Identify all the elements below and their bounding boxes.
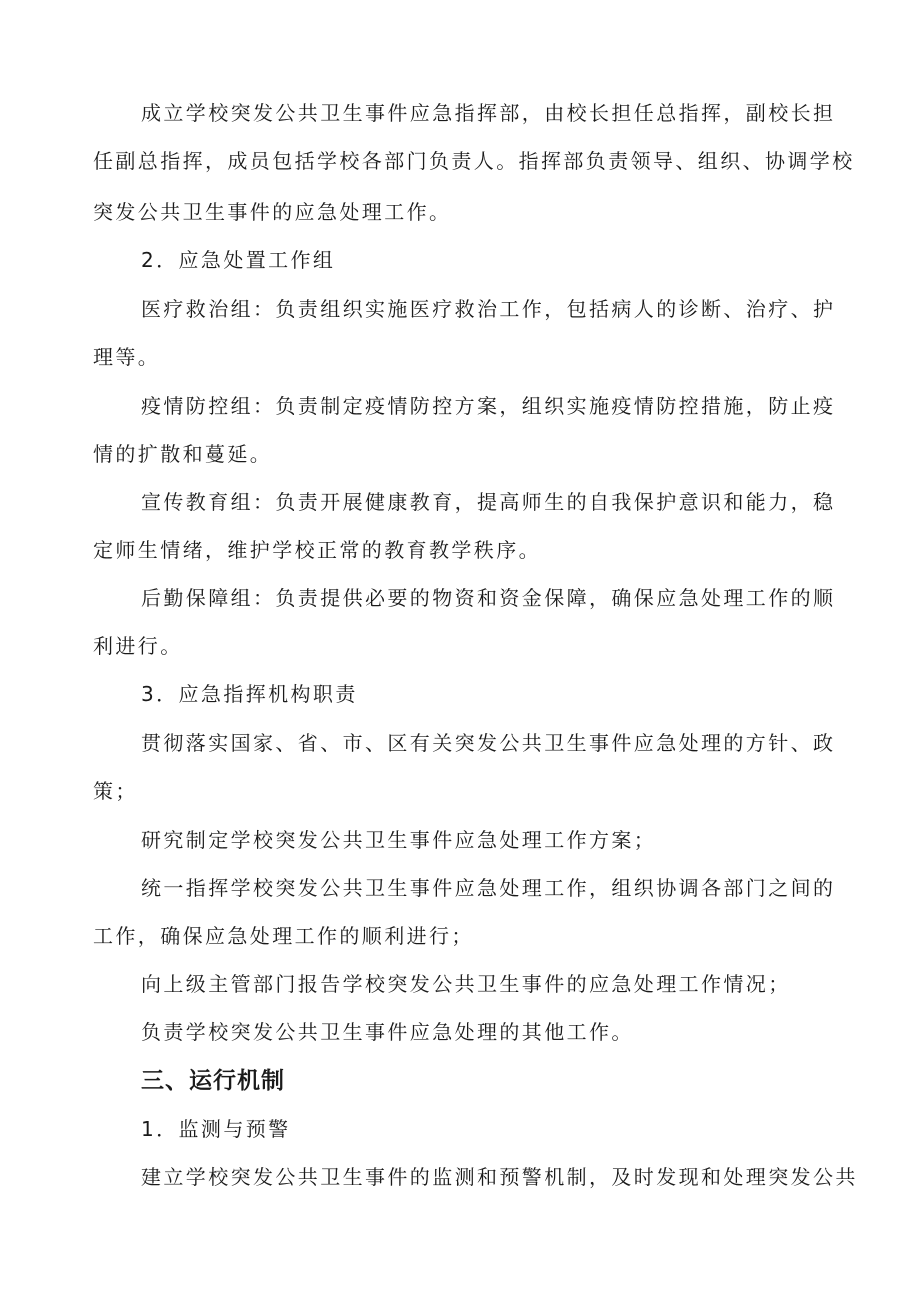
paragraph-line: 情的扩散和蔓延。	[93, 442, 273, 466]
paragraph-line: 理等。	[93, 345, 161, 369]
paragraph-line: 疫情防控组：负责制定疫情防控方案，组织实施疫情防控措施，防止疫	[141, 394, 836, 418]
paragraph-line: 统一指挥学校突发公共卫生事件应急处理工作，组织协调各部门之间的	[141, 876, 836, 900]
paragraph-line: 宣传教育组：负责开展健康教育，提高师生的自我保护意识和能力，稳	[141, 490, 836, 514]
subheading-monitoring-warning: 1．监测与预警	[141, 1117, 291, 1141]
paragraph-line: 负责学校突发公共卫生事件应急处理的其他工作。	[141, 1020, 634, 1044]
section-heading-operating-mechanism: 三、运行机制	[141, 1068, 285, 1094]
subheading-command-duties: 3．应急指挥机构职责	[141, 682, 358, 706]
paragraph-line: 定师生情绪，维护学校正常的教育教学秩序。	[93, 538, 541, 562]
subheading-response-groups: 2．应急处置工作组	[141, 248, 336, 272]
paragraph-line: 工作，确保应急处理工作的顺利进行；	[93, 924, 474, 948]
paragraph-line: 成立学校突发公共卫生事件应急指挥部，由校长担任总指挥，副校长担	[141, 101, 836, 125]
paragraph-line: 任副总指挥，成员包括学校各部门负责人。指挥部负责领导、组织、协调学校	[93, 149, 855, 173]
paragraph-line: 建立学校突发公共卫生事件的监测和预警机制，及时发现和处理突发公共	[141, 1165, 858, 1189]
paragraph-line: 后勤保障组：负责提供必要的物资和资金保障，确保应急处理工作的顺	[141, 586, 836, 610]
paragraph-line: 医疗救治组：负责组织实施医疗救治工作，包括病人的诊断、治疗、护	[141, 297, 836, 321]
paragraph-line: 研究制定学校突发公共卫生事件应急处理工作方案；	[141, 828, 657, 852]
paragraph-line: 利进行。	[93, 634, 183, 658]
paragraph-line: 向上级主管部门报告学校突发公共卫生事件的应急处理工作情况；	[141, 972, 791, 996]
paragraph-line: 突发公共卫生事件的应急处理工作。	[93, 200, 452, 224]
paragraph-line: 策；	[93, 779, 138, 803]
paragraph-line: 贯彻落实国家、省、市、区有关突发公共卫生事件应急处理的方针、政	[141, 731, 836, 755]
